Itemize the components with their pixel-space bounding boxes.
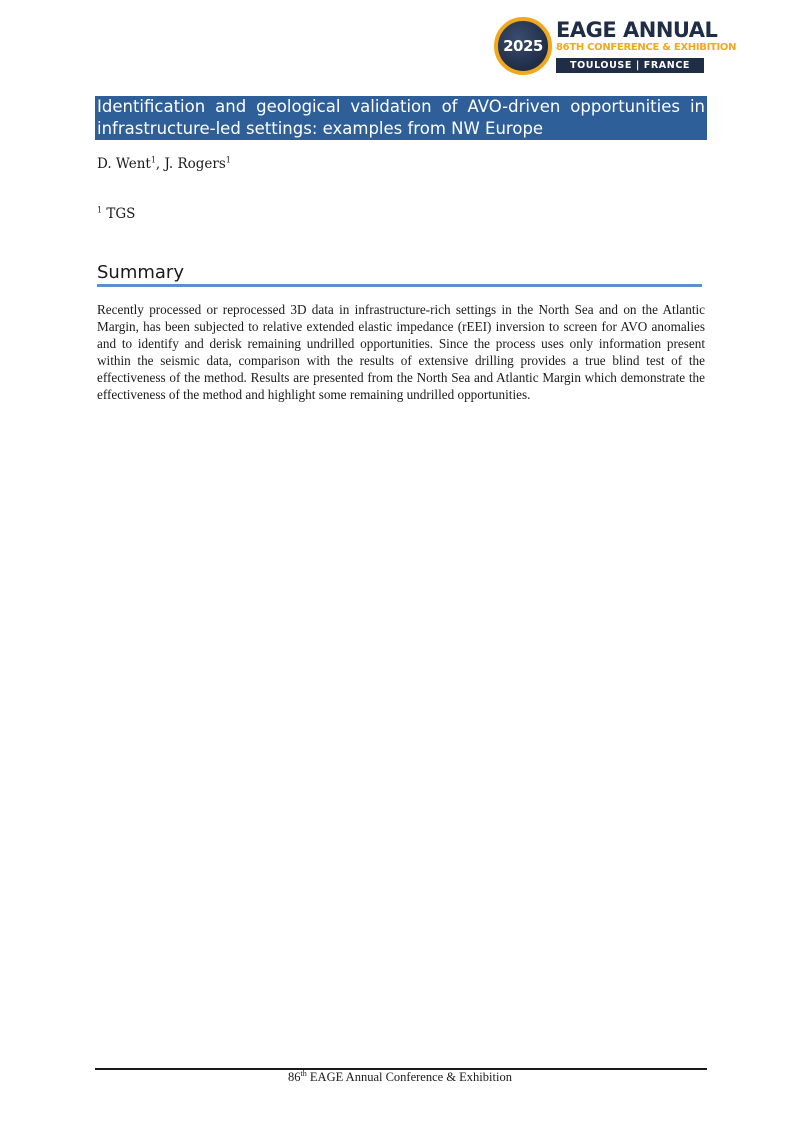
summary-heading: Summary — [97, 262, 184, 283]
footer-ordinal: 86 — [288, 1070, 301, 1084]
logo-location: TOULOUSE | FRANCE — [556, 58, 704, 73]
footer-ordinal-suffix: th — [300, 1068, 307, 1078]
abstract-text: Recently processed or reprocessed 3D data in infrastructure-rich settings in the North Sea and on the Atlantic Margin, has been subjected to relative extended elastic impedance (rEEI) inversion to screen for AVO anomalies and to identify and derisk remaining undrilled opportunities. Since the process uses only information present within the seismic data, comparison with the results of extensive drilling provides a true blind test of the effectiveness of the method. Results are presented from the North Sea and Atlantic Margin which demonstrate the effectiveness of the method and highlight some remaining undrilled opportunities. — [97, 302, 705, 402]
author-name: D. Went — [97, 156, 151, 172]
author-list — [97, 156, 231, 172]
affiliation-mark: 1 — [97, 205, 103, 215]
logo-subtitle: 86TH CONFERENCE & EXHIBITION — [556, 42, 737, 53]
author-name: J. Rogers — [164, 156, 226, 172]
summary-divider — [97, 284, 702, 287]
logo-year-badge: 2025 — [494, 17, 552, 75]
page-footer — [0, 1070, 800, 1085]
logo-title: EAGE ANNUAL — [556, 18, 718, 42]
footer-text: EAGE Annual Conference & Exhibition — [306, 1070, 512, 1084]
eage-logo — [494, 17, 737, 75]
paper-title: Identification and geological validation of AVO-driven opportunities in infrastructure-led settings: examples from NW Europe — [97, 97, 705, 138]
affiliation-name: TGS — [106, 206, 136, 222]
author-affiliation-mark: 1 — [150, 155, 156, 165]
author-separator: , — [155, 156, 165, 172]
affiliation — [97, 206, 135, 222]
author-affiliation-mark: 1 — [225, 155, 231, 165]
